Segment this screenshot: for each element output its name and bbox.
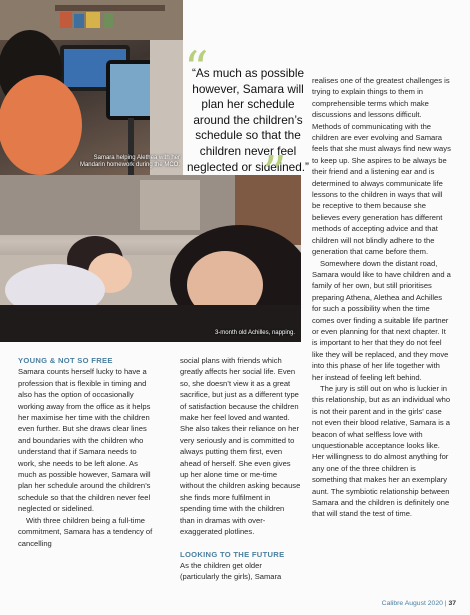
pull-quote: “As much as possible however, Samara will plan her schedule around the children’s schedule so that the children never feel neglected or sidelined.” [187, 66, 309, 174]
photo-homework [0, 0, 183, 175]
paragraph: social plans with friends which greatly affects her social life. Even so, she doesn’t view it as a great sacrifice, but just as a different type of satisfaction because the children make her feel loved and wanted. She also takes their reliance on her very seriously and is committed to always putting them first, even ahead of herself. She even gives up her alone time or me-time without the children asking because she finds more fulfilment in spending time with the children than in dramas with over-exaggerated plotlines. [180, 356, 301, 537]
photo-homework-illustration [0, 0, 183, 175]
column-middle [180, 355, 301, 583]
column-right [312, 75, 452, 520]
footer-text: Calibre August 2020 | [381, 600, 449, 607]
photo-baby [0, 175, 301, 342]
close-quote-icon: ” [262, 146, 287, 202]
paragraph: Somewhere down the distant road, Samara would like to have children and a family of her own, but still prioritises preparing Athena, Alethea and Achilles for such a possibility when the time comes over finding a suitable life partner or even planning for that next chapter. It is important to her that they do not feel like they will be replaced, and they move into this phase of her life together with her instead of feeling left behind. [312, 258, 451, 382]
photo-caption-homework: Samara helping Alethea with her Mandarin homework during the MCO. [79, 155, 180, 168]
section-heading: LOOKING TO THE FUTURE [180, 549, 285, 559]
photo-baby-illustration [0, 175, 301, 342]
page-footer [382, 600, 456, 607]
paragraph: realises one of the greatest challenges is trying to explain things to them in comprehensible terms which make discussions and lessons difficult. Methods of communicating with the children are ever evolving and Samara feels that she must always find new ways to keep up. She aspires to be always be their friend and a listening ear and is determined to always communicate life lessons to the children in ways that will be receptive to them because she believes every generation has different methods of accepting advice and that children will not blindly adhere to the generation that came before them. [312, 76, 451, 257]
page-number: 37 [448, 600, 456, 607]
section-heading: YOUNG & NOT SO FREE [18, 356, 113, 365]
column-left [18, 355, 153, 549]
open-quote-icon: “ [184, 41, 209, 97]
paragraph: Samara counts herself lucky to have a profession that is flexible in timing and also has the option of occasionally working away from the office as it helps her maximise her time with the children even further. But she draws clear lines and boundaries with the children who understand that if Samara needs to work, she needs to be left alone. As much as possible however, Samara will plan her schedule around the children’s schedule so that the children never feel neglected or sidelined. [18, 367, 151, 514]
paragraph: As the children get older (particularly the girls), Samara [180, 560, 282, 582]
paragraph: The jury is still out on who is luckier in this relationship, but as an individual who is not their parent and in the girls’ case not even their blood relative, Samara is a beacon of what selfless love with unquestionable acceptance looks like. Her willingness to do almost anything for any one of the three children is something that makes her an exemplary aunt. The symbiotic relationship between Samara and the children is definitely one that will stand the test of time. [312, 383, 451, 519]
photo-caption-baby: 3-month old Achilles, napping. [214, 330, 295, 336]
paragraph: With three children being a full-time commitment, Samara has a tendency of cancelling [18, 515, 153, 548]
